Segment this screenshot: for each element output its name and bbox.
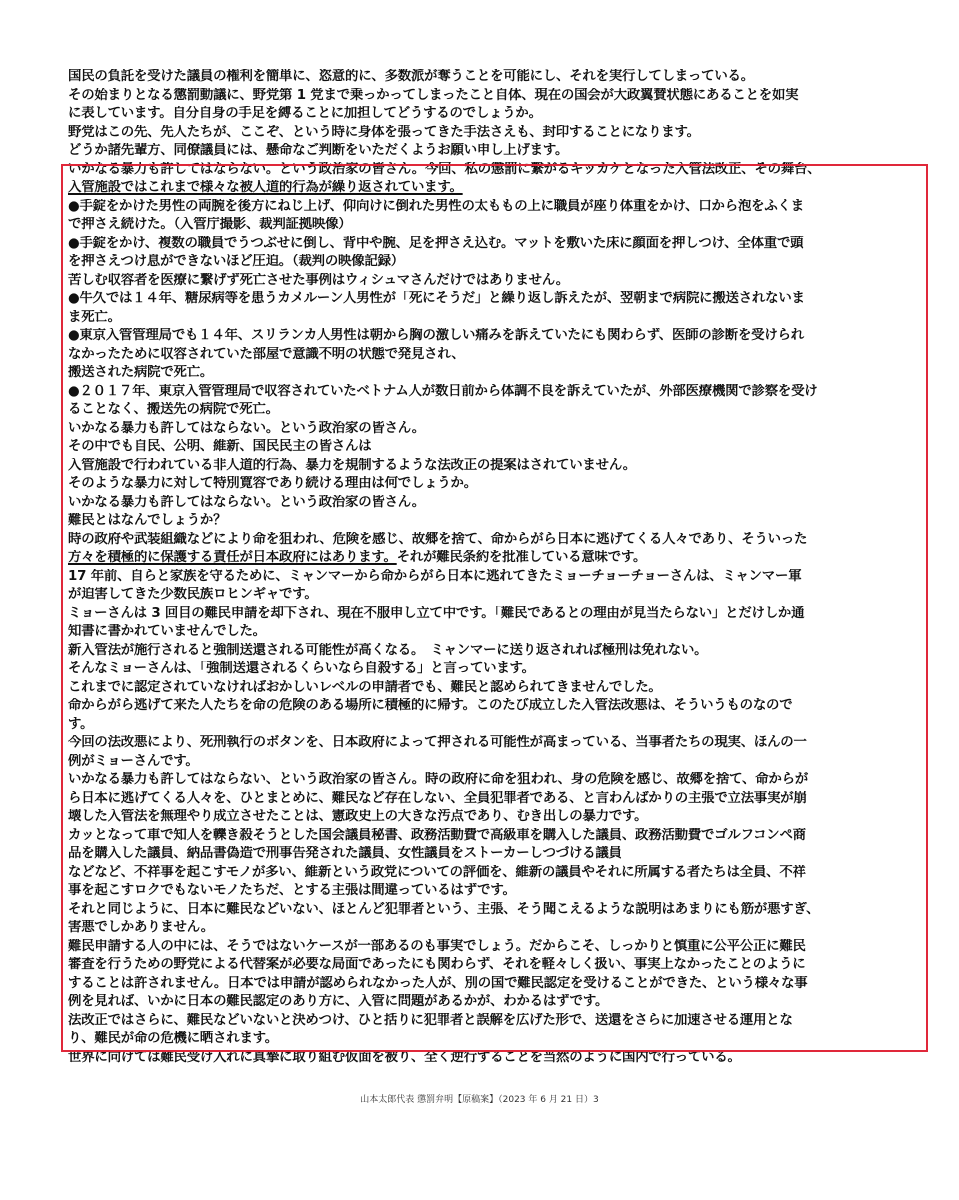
text-segment: 難民とはなんでしょうか？ [68,513,227,528]
text-segment: いかなる暴力も許してはならない、という政治家の皆さん。時の政府に命を狙われ、身の危険を感じ、故郷を捨て、命からが [68,772,809,787]
text-line [68,180,898,196]
text-segment: 野党はこの先、先人たちが、ここぞ、という時に身体を張ってきた手法さえも、封印することになります。 [68,124,700,140]
text-line [68,865,898,881]
text-line [68,199,898,215]
text-segment: 入管施設で行われている非人道的行為、暴力を規制するような法改正の提案はされていません。 [68,457,636,473]
text-segment: が迫害してきた少数民族ロヒンギャです。 [68,587,318,602]
text-line [68,328,898,344]
text-line [68,883,898,899]
text-line [68,809,898,825]
text-line [68,1050,898,1066]
text-line [68,143,898,159]
text-segment: カッとなって車で知人を轢き殺そうとした国会議員秘書、政務活動費で高級車を購入した議員、政務活動費でゴルフコンペ商 [68,827,806,843]
text-segment: ら日本に逃げてくる人々を、ひとまとめに、難民など存在しない、全員犯罪者である、と言わんばかりの主張で立法事実が崩 [68,790,807,806]
text-line [68,976,898,992]
text-line [68,828,898,844]
text-segment: ●２０１７年、東京入管管理局で収容されていたベトナム人が数日前から体調不良を訴えていたが、外部医療機関で診察を受け [68,383,818,399]
text-line [68,347,898,363]
text-segment: 命からがら逃げて来た人たちを命の危険のある場所に積極的に帰す。このたび成立した入管法改悪は、そういうものなので [68,698,793,713]
text-segment: に表しています。自分自身の手足を縛ることに加担してどうするのでしょうか。 [68,106,542,121]
text-line [68,384,898,400]
text-segment: 国民の負託を受けた議員の権利を簡単に、恣意的に、多数派が奪うことを可能にし、それを実行してしまっている。 [68,69,754,84]
text-line [68,291,898,307]
text-line [68,772,898,788]
text-line [68,1013,898,1029]
text-line [68,957,898,973]
text-line [68,402,898,418]
text-segment: で押さえ続けた。（入管庁撮影、裁判証拠映像） [68,217,352,232]
text-segment: 品を購入した議員、納品書偽造で刑事告発された議員、女性議員をストーカーしつづける議員 [68,846,622,861]
text-segment: その中でも自民、公明、維新、国民民主の皆さんは [68,439,372,454]
underlined-text: 方々を積極的に保護する責任が日本政府にはあります。 [68,550,397,565]
text-line [68,680,898,696]
text-line [68,125,898,141]
text-segment: これまでに認定されていなければおかしいレベルの申請者でも、難民と認められてきませんでした。 [68,679,662,695]
text-segment: ●東京入管管理局でも１４年、スリランカ人男性は朝から胸の激しい痛みを訴えていたにも関わらず、医師の診断を受けられ [68,328,804,343]
text-line [68,106,898,122]
text-segment: ●牛久では１４年、糖尿病等を患うカメルーン人男性が「死にそうだ」と繰り返し訴えたが、翌朝まで病院に搬送されないま [68,291,805,306]
text-line [68,365,898,381]
text-line [68,513,898,529]
text-segment: 法改正ではさらに、難民などいないと決めつけ、ひと括りに犯罪者と誤解を広げた形で、送還をさらに加速させる運用とな [68,1012,793,1028]
text-segment: 例がミョーさんです。 [68,753,199,769]
text-line [68,217,898,233]
text-segment: それと同じように、日本に難民などいない、ほとんど犯罪者という、主張、そう聞こえるような説明はあまりにも筋が悪すぎ、 [68,901,820,917]
text-segment: 苦しむ収容者を医療に繋げず死亡させた事例はウィシュマさんだけではありません。 [68,272,569,288]
text-segment: することは許されません。日本では申請が認められなかった人が、別の国で難民認定を受けることができた、という様々な事 [68,975,808,991]
text-segment: いかなる暴力も許してはならない。という政治家の皆さん。 [68,494,425,510]
text-segment: 審査を行うための野党による代替案が必要な局面であったにも関わらず、それを軽々しく扱い、事実上なかったことのように [68,957,806,972]
text-line [68,532,898,548]
text-line [68,476,898,492]
text-segment: 事を起こすロクでもないモノたちだ、とする主張は間違っているはずです。 [68,883,516,898]
text-line [68,717,898,733]
text-line [68,458,898,474]
text-line [68,643,898,659]
text-line [68,902,898,918]
text-segment: 難民申請する人の中には、そうではないケースが一部あるのも事実でしょう。だからこそ、しっかりと慎重に公平公正に難民 [68,938,806,954]
text-segment: 壊した入管法を無理やり成立させたことは、憲政史上の大きな汚点であり、むき出しの暴力です。 [68,809,648,824]
text-segment: 例を見れば、いかに日本の難民認定のあり方に、入管に問題があるかが、わかるはずです。 [68,994,609,1009]
text-segment: ま死亡。 [68,309,121,325]
text-segment: なかったために収容されていた部屋で意識不明の状態で発見され、 [68,346,465,362]
text-segment: どうか諸先輩方、同僚議員には、懸命なご判断をいただくようお願い申し上げます。 [68,143,569,158]
text-line [68,661,898,677]
text-segment: を押さえつけ息ができないほど圧迫。（裁判の映像記録） [68,254,404,269]
text-line [68,421,898,437]
text-segment: それが難民条約を批准している意味です。 [396,550,647,565]
text-segment: いかなる暴力も許してはならない。という政治家の皆さん。 [68,420,425,436]
text-segment: そのような暴力に対して特別寛容であり続ける理由は何でしょうか。 [68,476,477,491]
text-segment: ●手錠をかけ、複数の職員でうつぶせに倒し、背中や腕、足を押さえ込む。マットを敷いた床に顔面を押しつけ、全体重で頭 [68,235,804,251]
text-segment: 害悪でしかありません。 [68,920,214,935]
text-segment: 搬送された病院で死亡。 [68,365,214,380]
text-line [68,754,898,770]
text-line [68,495,898,511]
text-line [68,994,898,1010]
text-line [68,439,898,455]
text-segment: などなど、不祥事を起こすモノが多い、維新という政党についての評価を、維新の議員やそれに所属する者たちは全員、不祥 [68,864,806,880]
text-segment: 17 年前、自らと家族を守るために、ミャンマーから命からがら日本に逃れてきたミョーチョーチョーさんは、ミャンマー軍 [68,568,802,584]
text-line [68,1031,898,1047]
text-line [68,310,898,326]
text-segment: 世界に向けては難民受け入れに真摯に取り組む仮面を被り、全く逆行することを当然のように国内で行っている。 [68,1049,741,1065]
text-line [68,624,898,640]
text-line [68,791,898,807]
page-footer: 山本太郎代表 懲罰弁明【原稿案】（2023 年 6 月 21 日）3 [360,1095,599,1105]
text-line [68,69,898,85]
text-line [68,162,898,178]
text-line [68,606,898,622]
underlined-text: 入管施設ではこれまで様々な被人道的行為が繰り返されています。 [68,180,463,195]
text-line [68,846,898,862]
text-line [68,273,898,289]
text-line [68,236,898,252]
text-segment: 時の政府や武装組織などにより命を狙われ、危険を感じ、故郷を捨て、命からがら日本に逃げてくる人々であり、そういった [68,531,808,547]
text-line [68,254,898,270]
text-segment: 新入管法が施行されると強制送還される可能性が高くなる。 ミャンマーに送り返されれば極刑は免れない。 [68,642,708,658]
text-line [68,587,898,603]
text-segment: 今回の法改悪により、死刑執行のボタンを、日本政府によって押される可能性が高まっている、当事者たちの現実、ほんの一 [68,735,807,750]
text-line [68,88,898,104]
text-segment: ることなく、搬送先の病院で死亡。 [68,402,279,417]
text-segment: その始まりとなる懲罰動議に、野党第 1 党まで乗っかってしまったこと自体、現在の国会が大政翼賛状態にあることを如実 [68,87,799,103]
text-segment: ●手錠をかけた男性の両腕を後方にねじ上げ、仰向けに倒れた男性の太ももの上に職員が座り体重をかけ、口から泡をふくま [68,198,804,214]
text-segment: 知書に書かれていませんでした。 [68,624,266,639]
text-line [68,939,898,955]
text-segment: り、難民が命の危機に晒されます。 [68,1031,278,1046]
text-segment: す。 [68,716,94,732]
text-segment: いかなる暴力も許してはならない。という政治家の皆さん。今回、私の懲罰に繋がるキッカケとなった入管法改正、その舞台、 [68,161,821,177]
text-line [68,698,898,714]
text-segment: ミョーさんは 3 回目の難民申請を却下され、現在不服申し立て中です。「難民であるとの理由が見当たらない」とだけしか通 [68,605,805,621]
text-line [68,569,898,585]
text-line [68,735,898,751]
text-line [68,920,898,936]
text-line [68,550,898,566]
text-segment: そんなミョーさんは、「強制送還されるくらいなら自殺する」と言っています。 [68,661,535,676]
